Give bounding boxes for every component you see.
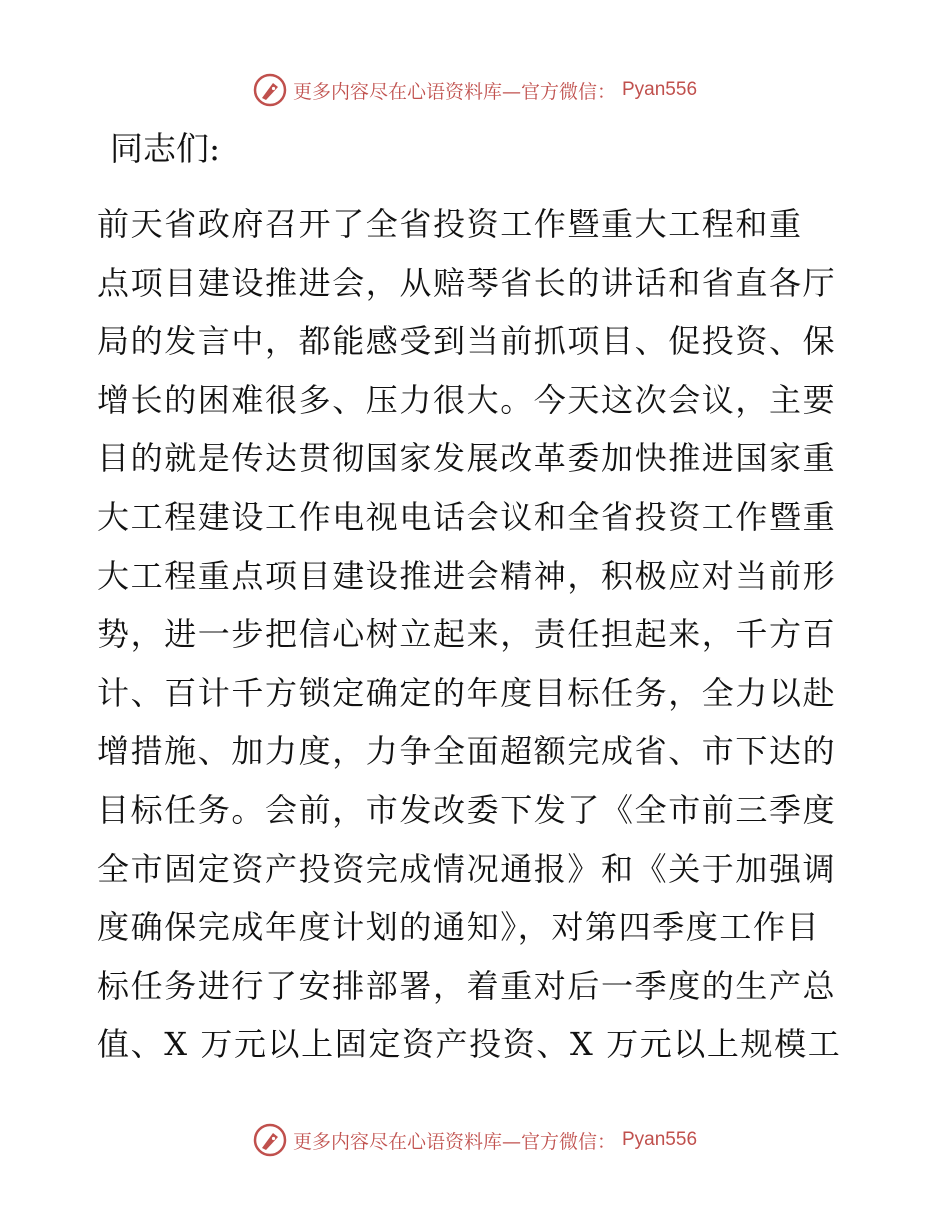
body-line: 全市固定资产投资完成情况通报》和《关于加强调 xyxy=(97,849,837,888)
body-line: 目标任务。会前，市发改委下发了《全市前三季度 xyxy=(97,790,837,829)
body-line: 局的发言中，都能感受到当前抓项目、促投资、保 xyxy=(97,322,837,361)
salutation: 同志们: xyxy=(110,129,221,168)
watermark-text: 更多内容尽在心语资料库—官方微信： xyxy=(292,80,616,103)
body-line: 值、X 万元以上固定资产投资、X 万元以上规模工 xyxy=(97,1025,842,1064)
watermark-handle: Pyan556 xyxy=(622,79,698,100)
body-paragraph xyxy=(97,195,857,1074)
pen-nib-icon xyxy=(253,1123,287,1157)
footer-watermark xyxy=(0,1120,950,1160)
pen-nib-icon xyxy=(253,73,287,107)
body-line: 增措施、加力度，力争全面超额完成省、市下达的 xyxy=(97,732,837,771)
body-line: 度确保完成年度计划的通知》，对第四季度工作目 xyxy=(97,908,821,947)
body-line: 标任务进行了安排部署，着重对后一季度的生产总 xyxy=(97,966,837,1005)
header-watermark xyxy=(0,70,950,110)
body-line: 目的就是传达贯彻国家发展改革委加快推进国家重 xyxy=(97,439,837,478)
body-line: 大工程重点项目建设推进会精神，积极应对当前形 xyxy=(97,556,837,595)
watermark-handle: Pyan556 xyxy=(622,1129,698,1150)
body-line: 增长的困难很多、压力很大。今天这次会议，主要 xyxy=(97,380,837,419)
body-line: 计、百计千方锁定确定的年度目标任务，全力以赴 xyxy=(97,673,837,712)
watermark-text: 更多内容尽在心语资料库—官方微信： xyxy=(292,1130,616,1153)
body-line: 大工程建设工作电视电话会议和全省投资工作暨重 xyxy=(97,497,837,536)
body-line: 势，进一步把信心树立起来，责任担起来，千方百 xyxy=(97,615,837,654)
body-line: 前天省政府召开了全省投资工作暨重大工程和重 xyxy=(97,205,803,243)
body-line: 点项目建设推进会，从赔琴省长的讲话和省直各厅 xyxy=(97,263,837,302)
